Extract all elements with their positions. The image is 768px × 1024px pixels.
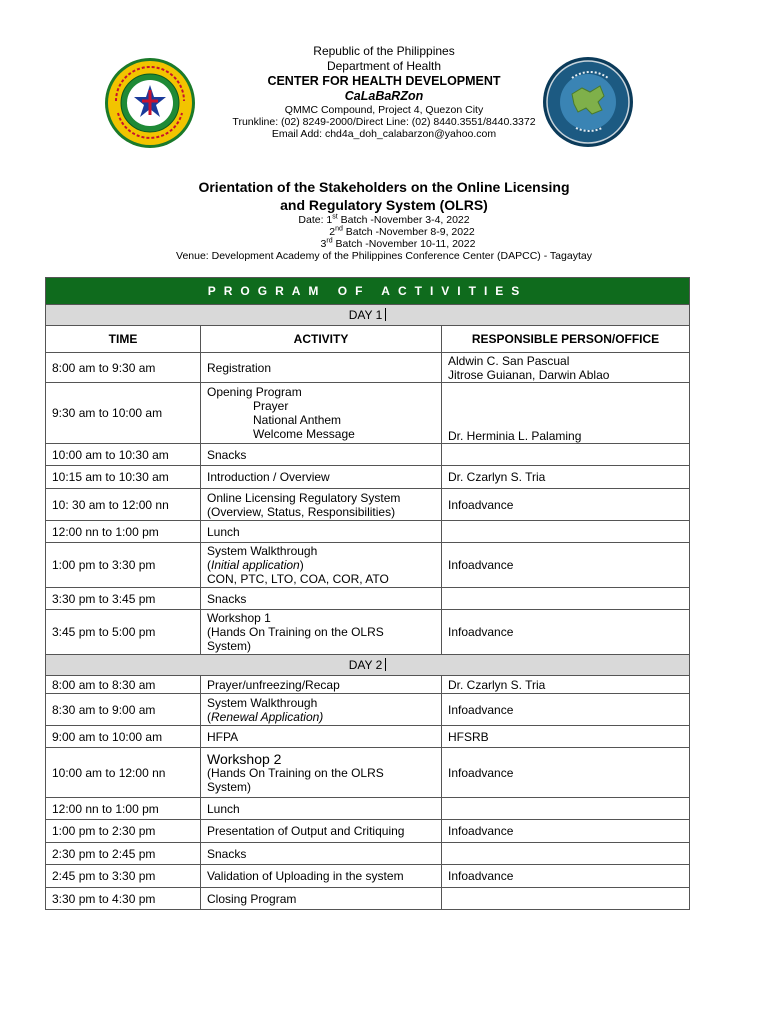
- activity-subitem: Prayer: [253, 399, 289, 413]
- table-row: [46, 676, 690, 694]
- activity-subitem: [207, 710, 435, 724]
- table-row: [46, 748, 690, 798]
- activity-subitem: National Anthem: [253, 413, 342, 427]
- batch-2-line: [0, 226, 768, 238]
- activity-cell: [201, 383, 442, 444]
- chd-calabarzon-logo: [542, 56, 634, 148]
- event-meta: [0, 214, 768, 262]
- responsible-cell: [442, 888, 690, 910]
- responsible-name: Jitrose Guianan, Darwin Ablao: [448, 367, 610, 382]
- responsible-cell: Infoadvance: [442, 543, 690, 588]
- email-line: Email Add: chd4a_doh_calabarzon@yahoo.com: [271, 128, 497, 140]
- activity-title: Workshop 2: [207, 750, 282, 767]
- batch-2-num: 2: [329, 226, 336, 238]
- time-cell: 2:45 pm to 3:30 pm: [46, 865, 201, 888]
- paren: ): [299, 558, 304, 572]
- activity-cell: [201, 610, 442, 655]
- activity-cell: Closing Program: [201, 888, 442, 910]
- time-cell: 12:00 nn to 1:00 pm: [46, 798, 201, 820]
- time-cell: 3:30 pm to 3:45 pm: [46, 588, 201, 610]
- republic-line: Republic of the Philippines: [313, 44, 455, 58]
- time-cell: 8:00 am to 8:30 am: [46, 676, 201, 694]
- address-line: QMMC Compound, Project 4, Quezon City: [284, 104, 484, 116]
- responsible-cell: [442, 353, 690, 383]
- day-1-label: [46, 305, 690, 326]
- time-cell: 9:00 am to 10:00 am: [46, 726, 201, 748]
- responsible-cell: Dr. Herminia L. Palaming: [442, 383, 690, 444]
- table-row: [46, 820, 690, 843]
- time-cell: 9:30 am to 10:00 am: [46, 383, 201, 444]
- program-banner-title: PROGRAM OF ACTIVITIES: [46, 278, 690, 305]
- activity-cell: [201, 748, 442, 798]
- activity-subitem: (Hands On Training on the OLRS: [207, 765, 384, 780]
- trunkline: Trunkline: (02) 8249-2000/Direct Line: (02) 8440.3551/8440.3372: [232, 116, 536, 128]
- activity-subitem-italic: Initial application: [211, 558, 300, 572]
- responsible-cell: Infoadvance: [442, 694, 690, 726]
- responsible-cell: Infoadvance: [442, 865, 690, 888]
- activity-title: System Walkthrough: [207, 695, 318, 710]
- activity-cell: Presentation of Output and Critiquing: [201, 820, 442, 843]
- time-cell: 2:30 pm to 2:45 pm: [46, 843, 201, 865]
- table-row: [46, 444, 690, 466]
- batch-2-text: Batch -November 8-9, 2022: [342, 226, 475, 238]
- activity-subitem: (Overview, Status, Responsibilities): [207, 504, 396, 519]
- text-cursor: [385, 308, 386, 321]
- office-name: CENTER FOR HEALTH DEVELOPMENT: [267, 74, 501, 88]
- col-header-time: TIME: [46, 326, 201, 353]
- activity-subitem: [207, 558, 435, 572]
- col-header-activity: ACTIVITY: [201, 326, 442, 353]
- title-line-2: and Regulatory System (OLRS): [280, 197, 488, 213]
- activity-cell: Snacks: [201, 843, 442, 865]
- time-cell: 3:45 pm to 5:00 pm: [46, 610, 201, 655]
- activity-cell: Lunch: [201, 521, 442, 543]
- time-cell: 3:30 pm to 4:30 pm: [46, 888, 201, 910]
- activity-cell: Snacks: [201, 444, 442, 466]
- time-cell: 8:00 am to 9:30 am: [46, 353, 201, 383]
- time-cell: 1:00 pm to 2:30 pm: [46, 820, 201, 843]
- table-row: [46, 726, 690, 748]
- ordinal-sup: rd: [326, 237, 333, 245]
- time-cell: 10: 30 am to 12:00 nn: [46, 489, 201, 521]
- activity-cell: Validation of Uploading in the system: [201, 865, 442, 888]
- responsible-cell: Infoadvance: [442, 489, 690, 521]
- activity-cell: HFPA: [201, 726, 442, 748]
- batch-3-num: 3: [320, 238, 327, 250]
- activity-cell: [201, 694, 442, 726]
- batch-3-line: [0, 238, 768, 250]
- responsible-cell: Infoadvance: [442, 610, 690, 655]
- time-cell: 8:30 am to 9:00 am: [46, 694, 201, 726]
- department-line: Department of Health: [326, 59, 442, 73]
- paren: (: [207, 558, 211, 572]
- activity-subitem: System): [207, 779, 252, 794]
- time-cell: 1:00 pm to 3:30 pm: [46, 543, 201, 588]
- table-row: [46, 383, 690, 444]
- activity-subitem: System): [207, 639, 252, 653]
- date-prefix: Date: 1: [298, 214, 333, 226]
- responsible-cell: [442, 588, 690, 610]
- table-row: [46, 353, 690, 383]
- activity-subitem-italic: Renewal Application): [211, 709, 324, 724]
- table-row: [46, 865, 690, 888]
- col-header-responsible: RESPONSIBLE PERSON/OFFICE: [442, 326, 690, 353]
- day-2-text: DAY 2: [348, 658, 383, 672]
- doh-seal-logo: [104, 57, 196, 149]
- activity-cell: Snacks: [201, 588, 442, 610]
- paren: (: [207, 709, 211, 724]
- responsible-cell: [442, 444, 690, 466]
- responsible-cell: [442, 521, 690, 543]
- table-row: [46, 610, 690, 655]
- responsible-cell: [442, 798, 690, 820]
- responsible-cell: [442, 843, 690, 865]
- time-cell: 10:00 am to 12:00 nn: [46, 748, 201, 798]
- table-row: [46, 798, 690, 820]
- activity-subitem: (Hands On Training on the OLRS: [207, 625, 384, 639]
- title-line-1: Orientation of the Stakeholders on the Online Licensing: [198, 179, 570, 195]
- responsible-cell: Infoadvance: [442, 820, 690, 843]
- text-cursor: [385, 658, 386, 671]
- program-banner: [46, 278, 690, 305]
- ordinal-sup: st: [332, 213, 338, 221]
- activity-cell: Introduction / Overview: [201, 466, 442, 489]
- responsible-cell: HFSRB: [442, 726, 690, 748]
- activity-cell: [201, 543, 442, 588]
- table-row: [46, 521, 690, 543]
- activity-title: Workshop 1: [207, 611, 271, 625]
- activity-title: Opening Program: [207, 385, 302, 399]
- responsible-name: Aldwin C. San Pascual: [448, 353, 570, 368]
- responsible-cell: Infoadvance: [442, 748, 690, 798]
- responsible-cell: Dr. Czarlyn S. Tria: [442, 466, 690, 489]
- activity-title: System Walkthrough: [207, 544, 318, 558]
- program-table: [45, 277, 690, 910]
- table-row: [46, 843, 690, 865]
- time-cell: 10:00 am to 10:30 am: [46, 444, 201, 466]
- activity-subitem: Welcome Message: [253, 427, 355, 441]
- table-row: [46, 489, 690, 521]
- table-row: [46, 694, 690, 726]
- venue-line: Venue: Development Academy of the Philippines Conference Center (DAPCC) - Tagaytay: [176, 250, 592, 262]
- responsible-cell: Dr. Czarlyn S. Tria: [442, 676, 690, 694]
- day-2-label: [46, 655, 690, 676]
- activity-cell: Registration: [201, 353, 442, 383]
- table-row: [46, 543, 690, 588]
- batch-3-text: Batch -November 10-11, 2022: [332, 238, 476, 250]
- table-row: [46, 888, 690, 910]
- activity-cell: Prayer/unfreezing/Recap: [201, 676, 442, 694]
- activity-subitem: CON, PTC, LTO, COA, COR, ATO: [207, 572, 389, 586]
- event-title: [0, 178, 768, 214]
- activity-title: Online Licensing Regulatory System: [207, 490, 401, 505]
- ordinal-sup: nd: [335, 225, 343, 233]
- time-cell: 12:00 nn to 1:00 pm: [46, 521, 201, 543]
- day-2-row: [46, 655, 690, 676]
- day-1-row: [46, 305, 690, 326]
- activity-cell: Lunch: [201, 798, 442, 820]
- batch-1-line: [0, 214, 768, 226]
- column-header-row: [46, 326, 690, 353]
- day-1-text: DAY 1: [348, 308, 383, 322]
- batch-1-text: Batch -November 3-4, 2022: [337, 214, 470, 226]
- activity-cell: [201, 489, 442, 521]
- region-name: CaLaBaRZon: [344, 89, 424, 103]
- table-row: [46, 588, 690, 610]
- table-row: [46, 466, 690, 489]
- time-cell: 10:15 am to 10:30 am: [46, 466, 201, 489]
